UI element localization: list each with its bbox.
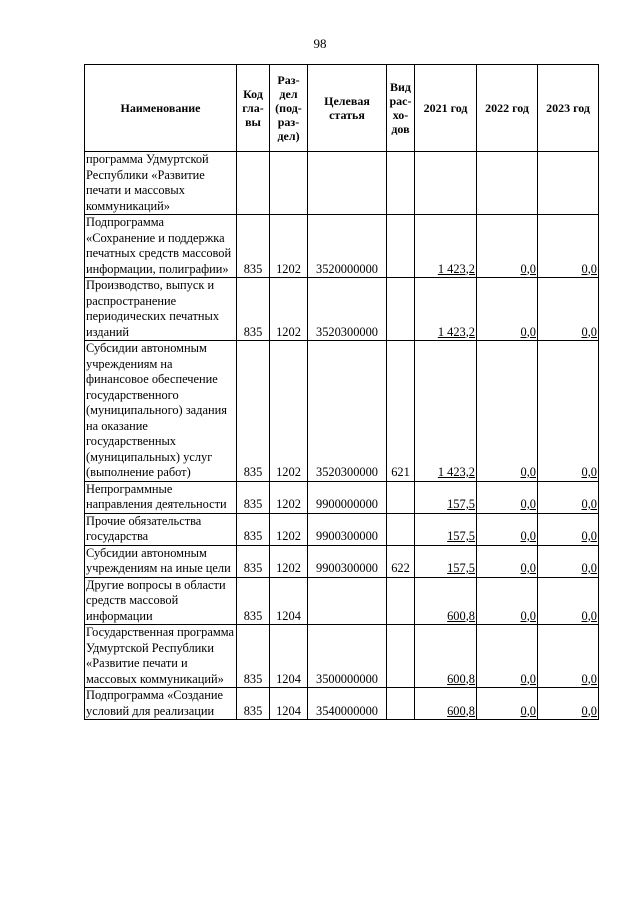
cell-expense-type xyxy=(387,215,415,278)
cell-section xyxy=(270,152,308,215)
header-section: Раз- дел (под- раз- дел) xyxy=(270,65,308,152)
cell-target-article: 3540000000 xyxy=(308,688,387,720)
cell-target-article: 9900300000 xyxy=(308,545,387,577)
cell-target-article: 3500000000 xyxy=(308,625,387,688)
table-row xyxy=(85,278,599,341)
header-expense-type: Вид рас- хо- дов xyxy=(387,65,415,152)
cell-name: Государственная программа Удмуртской Республики «Развитие печати и массовых коммуникаций» xyxy=(85,625,237,688)
cell-target-article: 3520000000 xyxy=(308,215,387,278)
cell-2023: 0,0 xyxy=(538,688,599,720)
cell-2022: 0,0 xyxy=(477,688,538,720)
cell-2023: 0,0 xyxy=(538,545,599,577)
cell-section: 1204 xyxy=(270,688,308,720)
cell-target-article: 3520300000 xyxy=(308,278,387,341)
cell-2021: 157,5 xyxy=(415,481,477,513)
cell-2023: 0,0 xyxy=(538,215,599,278)
cell-target-article: 9900300000 xyxy=(308,513,387,545)
cell-2023: 0,0 xyxy=(538,513,599,545)
cell-2021: 600,8 xyxy=(415,577,477,625)
cell-2022: 0,0 xyxy=(477,215,538,278)
cell-expense-type xyxy=(387,688,415,720)
cell-name: программа Удмуртской Республики «Развитие печати и массовых коммуникаций» xyxy=(85,152,237,215)
page-number: 98 xyxy=(313,36,327,51)
cell-target-article: 9900000000 xyxy=(308,481,387,513)
cell-section: 1202 xyxy=(270,341,308,482)
cell-chapter-code: 835 xyxy=(237,688,270,720)
table-row xyxy=(85,625,599,688)
cell-2023: 0,0 xyxy=(538,481,599,513)
cell-section: 1202 xyxy=(270,215,308,278)
table-row xyxy=(85,152,599,215)
table-row xyxy=(85,577,599,625)
cell-expense-type xyxy=(387,577,415,625)
header-2023: 2023 год xyxy=(538,65,599,152)
cell-section: 1204 xyxy=(270,625,308,688)
cell-2023: 0,0 xyxy=(538,577,599,625)
cell-chapter-code: 835 xyxy=(237,481,270,513)
cell-chapter-code: 835 xyxy=(237,545,270,577)
table-row xyxy=(85,481,599,513)
cell-expense-type xyxy=(387,481,415,513)
cell-2021: 600,8 xyxy=(415,688,477,720)
header-target-article: Целевая статья xyxy=(308,65,387,152)
cell-name: Непрограммные направления деятельности xyxy=(85,481,237,513)
cell-2022: 0,0 xyxy=(477,513,538,545)
cell-chapter-code: 835 xyxy=(237,215,270,278)
cell-chapter-code xyxy=(237,152,270,215)
cell-2022: 0,0 xyxy=(477,577,538,625)
cell-expense-type: 621 xyxy=(387,341,415,482)
cell-2021: 157,5 xyxy=(415,545,477,577)
cell-target-article xyxy=(308,152,387,215)
cell-name: Прочие обязательства государства xyxy=(85,513,237,545)
cell-section: 1202 xyxy=(270,481,308,513)
cell-name: Другие вопросы в области средств массовой информации xyxy=(85,577,237,625)
cell-expense-type: 622 xyxy=(387,545,415,577)
table-row xyxy=(85,215,599,278)
cell-name: Субсидии автономным учреждениям на финансовое обеспечение государственного (муниципального) задания на оказание государственных (муниципальных) услуг (выполнение работ) xyxy=(85,341,237,482)
table-body xyxy=(85,152,599,720)
header-name: Наименование xyxy=(85,65,237,152)
cell-chapter-code: 835 xyxy=(237,625,270,688)
cell-chapter-code: 835 xyxy=(237,278,270,341)
cell-target-article: 3520300000 xyxy=(308,341,387,482)
table-row xyxy=(85,688,599,720)
cell-2022 xyxy=(477,152,538,215)
table-row xyxy=(85,341,599,482)
cell-name: Производство, выпуск и распространение периодических печатных изданий xyxy=(85,278,237,341)
cell-2021: 1 423,2 xyxy=(415,341,477,482)
cell-expense-type xyxy=(387,625,415,688)
cell-section: 1202 xyxy=(270,513,308,545)
cell-chapter-code: 835 xyxy=(237,513,270,545)
cell-2023: 0,0 xyxy=(538,278,599,341)
cell-expense-type xyxy=(387,278,415,341)
cell-2021: 1 423,2 xyxy=(415,215,477,278)
cell-2021 xyxy=(415,152,477,215)
budget-table xyxy=(84,64,599,720)
cell-2022: 0,0 xyxy=(477,278,538,341)
header-row xyxy=(85,65,599,152)
header-2022: 2022 год xyxy=(477,65,538,152)
cell-chapter-code: 835 xyxy=(237,577,270,625)
header-2021: 2021 год xyxy=(415,65,477,152)
header-chapter-code: Код гла- вы xyxy=(237,65,270,152)
cell-2021: 600,8 xyxy=(415,625,477,688)
cell-name: Подпрограмма «Сохранение и поддержка печатных средств массовой информации, полиграфии» xyxy=(85,215,237,278)
cell-2023: 0,0 xyxy=(538,341,599,482)
cell-2022: 0,0 xyxy=(477,481,538,513)
cell-2021: 157,5 xyxy=(415,513,477,545)
cell-2022: 0,0 xyxy=(477,341,538,482)
cell-name: Субсидии автономным учреждениям на иные цели xyxy=(85,545,237,577)
cell-section: 1204 xyxy=(270,577,308,625)
cell-2022: 0,0 xyxy=(477,625,538,688)
cell-chapter-code: 835 xyxy=(237,341,270,482)
table-row xyxy=(85,513,599,545)
cell-2021: 1 423,2 xyxy=(415,278,477,341)
cell-target-article xyxy=(308,577,387,625)
cell-expense-type xyxy=(387,152,415,215)
cell-2023: 0,0 xyxy=(538,625,599,688)
cell-expense-type xyxy=(387,513,415,545)
cell-2023 xyxy=(538,152,599,215)
cell-2022: 0,0 xyxy=(477,545,538,577)
cell-section: 1202 xyxy=(270,545,308,577)
cell-section: 1202 xyxy=(270,278,308,341)
cell-name: Подпрограмма «Создание условий для реализации xyxy=(85,688,237,720)
table-row xyxy=(85,545,599,577)
